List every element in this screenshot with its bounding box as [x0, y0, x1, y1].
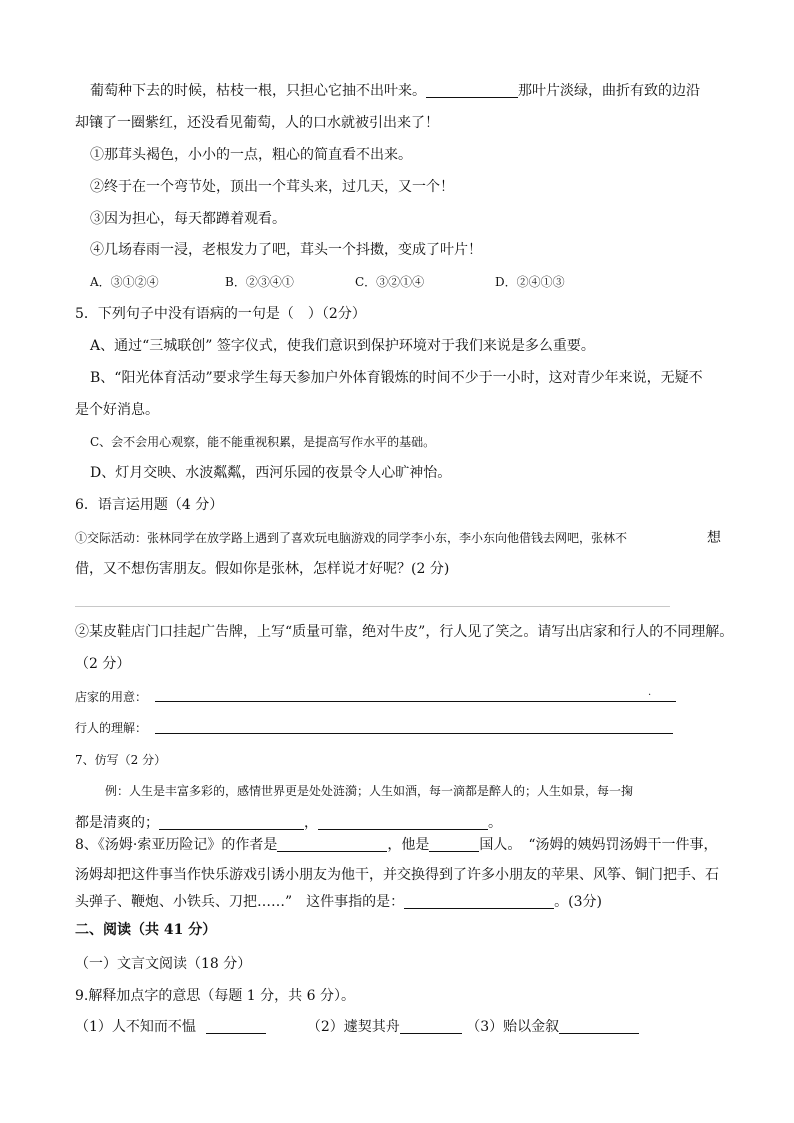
q5-option-a: A、通过“三城联创” 签字仪式，使我们意识到保护环境对于我们来说是多么重要。	[90, 338, 595, 354]
q6-title: 6．语言运用题（4 分）	[75, 497, 224, 513]
q6-shop-label: 店家的用意：	[75, 690, 148, 704]
q5-option-c: C、会不会用心观察，能不能重视积累，是提高写作水平的基础。	[90, 435, 436, 449]
q4-item-1: ①那茸头褐色，小小的一点，粗心的简直看不出来。	[90, 147, 412, 163]
answer-divider[interactable]	[75, 606, 670, 607]
q7-title: 7、仿写（2 分）	[75, 753, 167, 767]
q9-item-1: （1）人不知而不愠	[75, 1019, 196, 1035]
q7-text: 都是清爽的；	[75, 815, 159, 831]
q4-option-c[interactable]: C．③②①④	[355, 275, 425, 289]
q4-option-a[interactable]: A．③①②④	[90, 275, 159, 289]
q8-event-blank[interactable]	[404, 893, 554, 909]
q9-item-2: （2）遽契其舟	[306, 1019, 400, 1035]
q9-blank-2[interactable]	[400, 1018, 462, 1034]
q4-option-d[interactable]: D．②④①③	[495, 275, 565, 289]
stray-dot: .	[648, 687, 652, 698]
q9-blank-3[interactable]	[559, 1018, 639, 1034]
q6-shop-answer-line[interactable]	[155, 701, 676, 702]
q4-text: 葡萄种下去的时候，枯枝一根，只担心它抽不出叶来。	[90, 83, 426, 99]
q8-text: ，他是	[387, 837, 430, 853]
q4-item-2: ②终于在一个弯节处，顶出一个茸头来，过几天，又一个！	[90, 179, 454, 195]
q7-comma: ，	[304, 815, 318, 831]
q6-part1-text: ①交际活动：张林同学在放学路上遇到了喜欢玩电脑游戏的同学李小东，李小东向他借钱去网吧，张林不	[75, 531, 628, 545]
q7-blank-2[interactable]	[318, 814, 488, 830]
q7-period: 。	[488, 815, 502, 831]
section2-title: 二、阅读（共 41 分）	[75, 922, 217, 938]
q6-walker-label: 行人的理解：	[75, 721, 148, 735]
q7-line-2	[75, 813, 754, 833]
q6-part2: ②某皮鞋店门口挂起广告牌，上写“质量可靠，绝对牛皮”，行人见了笑之。请写出店家和行人的不同理解。	[75, 624, 734, 640]
q6-part1-end: 想	[707, 530, 721, 546]
section2-subtitle: （一）文言文阅读（18 分）	[75, 956, 252, 972]
q5-title: 5．下列句子中没有语病的一句是（ ）（2分）	[75, 306, 366, 322]
q7-blank-1[interactable]	[159, 814, 304, 830]
q4-item-3: ③因为担心，每天都蹲着观看。	[90, 211, 286, 227]
q8-text: 国人。 “汤姆的姨妈罚汤姆干一件事，	[479, 837, 718, 853]
q9-blank-1[interactable]	[206, 1018, 266, 1034]
q8-text: 头弹子、鞭炮、小铁兵、刀把……” 这件事指的是：	[75, 894, 405, 910]
q4-item-4: ④几场春雨一浸，老根发力了吧，茸头一个抖擞，变成了叶片！	[90, 242, 482, 258]
q9-title: 9.解释加点字的意思（每题 1 分，共 6 分）。	[75, 988, 355, 1004]
q6-part1-line2: 借，又不想伤害朋友。假如你是张林，怎样说才好呢？(2 分)	[75, 561, 450, 577]
q8-country-blank[interactable]	[429, 836, 479, 852]
q6-part1-line1	[75, 528, 754, 548]
q5-option-d: D、灯月交映、水波粼粼，西河乐园的夜景令人心旷神怡。	[90, 465, 452, 481]
q6-walker-answer-line[interactable]	[155, 733, 673, 734]
q4-line-1	[90, 81, 754, 101]
q7-example: 例：人生是丰富多彩的，感情世界更是处处涟漪；人生如酒，每一滴都是醉人的；人生如景，每一掬	[105, 784, 634, 798]
q9-items	[75, 1017, 754, 1037]
q4-option-b[interactable]: B．②③④①	[225, 275, 294, 289]
q8-line-2: 汤姆却把这件事当作快乐游戏引诱小朋友为他干，并交换得到了许多小朋友的苹果、风筝、铜门把手、石	[75, 867, 719, 883]
q5-option-b: B、“阳光体育活动”要求学生每天参加户外体育锻炼的时间不少于一小时，这对青少年来说，无疑不	[90, 370, 703, 386]
q8-text: 8、《汤姆·索亚历险记》的作者是	[75, 837, 278, 853]
q8-line-1	[75, 835, 754, 855]
q4-text: 那叶片淡绿，曲折有致的边沿	[518, 83, 700, 99]
q8-author-blank[interactable]	[277, 836, 387, 852]
q8-line-3	[75, 892, 754, 912]
q4-options	[90, 272, 754, 292]
q5-option-b-cont: 是个好消息。	[75, 402, 159, 418]
q9-item-3: （3）贻以金叙	[466, 1019, 560, 1035]
q4-answer-blank[interactable]	[426, 82, 518, 98]
q4-line-2: 却镶了一圈紫红，还没看见葡萄，人的口水就被引出来了！	[75, 115, 439, 131]
q8-text: 。(3分)	[554, 894, 602, 910]
q6-part2-score: （2 分）	[75, 656, 131, 672]
